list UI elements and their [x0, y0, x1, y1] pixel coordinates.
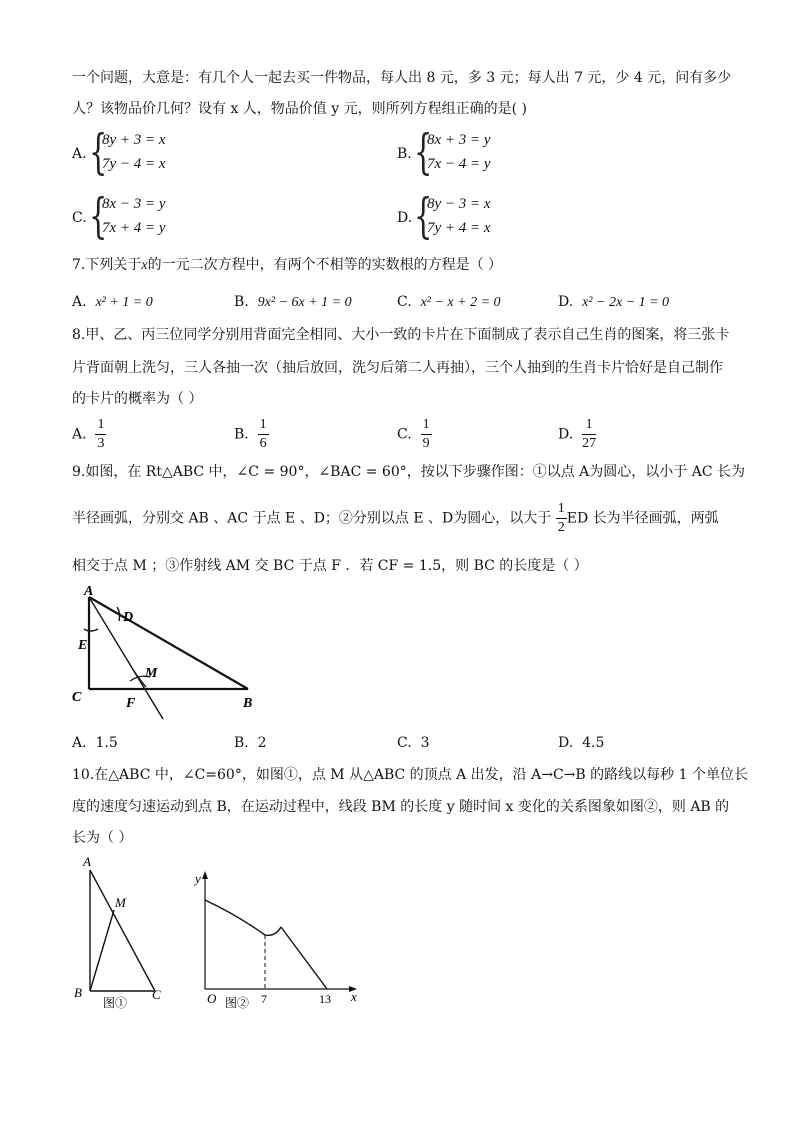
label-d: D: [123, 610, 134, 625]
brace-icon: {: [414, 188, 433, 244]
q9-stem-line2: [72, 500, 719, 537]
label-a: A: [83, 855, 91, 869]
brace-icon: {: [89, 124, 108, 180]
equation: 8y + 3 = x: [102, 132, 166, 148]
option-label: B.: [234, 735, 249, 751]
option-text: x² + 1 = 0: [95, 295, 153, 310]
numerator: 1: [582, 416, 596, 435]
equation: 7x − 4 = y: [427, 156, 491, 172]
option-label: A.: [72, 294, 87, 310]
side-ac: [90, 870, 155, 991]
option-label: A.: [72, 426, 87, 443]
q6-stem-line2: 人？该物品价几何？设有 x 人，物品价值 y 元，则所列方程组正确的是( ): [72, 101, 527, 117]
fraction: [421, 416, 432, 453]
label-e: E: [78, 638, 88, 653]
option-text: x² − x + 2 = 0: [420, 295, 501, 310]
label-m: M: [115, 895, 126, 910]
q7-stem-var: x: [141, 258, 148, 273]
q8-option-a[interactable]: [72, 416, 106, 453]
q8-stem-line3: 的卡片的概率为（ ）: [72, 391, 203, 407]
option-text: 2: [257, 735, 267, 751]
brace-icon: {: [89, 188, 108, 244]
q10-stem-line1: 10.在△ABC 中，∠C=60°，如图①，点 M 从△ABC 的顶点 A 出发，沿 A→C→B 的路线以每秒 1 个单位长: [72, 767, 748, 783]
q10-figure-1: [70, 855, 175, 1015]
fraction-half: [556, 500, 567, 537]
q8-stem-line2: 片背面朝上洗匀，三人各抽一次（抽后放回，洗匀后第二人再抽），三个人抽到的生肖卡片恰好是自己制作: [72, 360, 723, 376]
numerator: 1: [556, 500, 567, 519]
option-label: B.: [397, 146, 412, 162]
q8-stem-line1: 8.甲、乙、丙三位同学分别用背面完全相同、大小一致的卡片在下面制成了表示自己生肖的图案，将三张卡: [72, 327, 730, 343]
option-label: D.: [397, 210, 413, 226]
denominator: 3: [97, 436, 105, 451]
option-label: C.: [397, 426, 412, 443]
denominator: 27: [582, 436, 597, 451]
option-text: 1.5: [95, 735, 118, 751]
q8-option-c[interactable]: [397, 416, 432, 453]
q9-option-b[interactable]: [234, 733, 267, 753]
label-origin: O: [207, 991, 217, 1006]
q8-option-b[interactable]: [234, 416, 269, 453]
equation: 7y − 4 = x: [102, 156, 166, 172]
q7-stem: [72, 255, 502, 276]
numerator: 1: [95, 416, 106, 435]
q10-stem-line3: 长为（ ）: [72, 830, 133, 846]
arc-e: [84, 629, 98, 631]
caption-fig1: 图①: [103, 996, 128, 1010]
q10-stem-line2: 度的速度匀速运动到点 B，在运动过程中，线段 BM 的长度 y 随时间 x 变化的关系图象如图②，则 AB 的: [72, 799, 730, 815]
label-c: C: [72, 690, 82, 705]
option-text: 4.5: [582, 735, 605, 751]
option-label: A.: [72, 146, 87, 162]
q7-option-a[interactable]: [72, 292, 153, 313]
label-m: M: [145, 666, 158, 681]
option-label: C.: [72, 210, 87, 226]
q9-triangle-figure: [68, 585, 268, 720]
q7-option-c[interactable]: [397, 292, 501, 313]
label-f: F: [126, 696, 136, 711]
side-ab: [89, 597, 248, 689]
q6-stem-line1: 一个问题，大意是：有几个人一起去买一件物品，每人出 8 元，多 3 元；每人出 7 元，少 4 元，问有多少: [72, 70, 732, 86]
option-label: D.: [558, 735, 574, 751]
tick-7: 7: [261, 992, 267, 1006]
label-a: A: [84, 585, 94, 599]
q7-option-b[interactable]: [234, 292, 352, 313]
option-label: B.: [234, 294, 249, 310]
option-label: B.: [234, 426, 249, 443]
option-label: A.: [72, 735, 87, 751]
q9-stem-line2b: ED 长为半径画弧，两弧: [566, 510, 719, 527]
option-text: x² − 2x − 1 = 0: [582, 295, 670, 310]
option-label: C.: [397, 294, 412, 310]
label-y: y: [195, 871, 201, 886]
option-text: 9x² − 6x + 1 = 0: [257, 295, 352, 310]
option-label: C.: [397, 735, 412, 751]
q7-stem-b: 的一元二次方程中，有两个不相等的实数根的方程是（ ）: [147, 257, 503, 273]
q9-stem-line3: 相交于点 M ；③作射线 AM 交 BC 于点 F ．若 CF = 1.5，则 BC 的长度是（ ）: [72, 558, 588, 574]
equation: 8x + 3 = y: [427, 132, 491, 148]
label-c: C: [152, 987, 161, 1002]
label-b: B: [74, 985, 82, 1000]
curve-segment: [205, 900, 281, 935]
denominator: 6: [259, 436, 267, 451]
q9-option-c[interactable]: [397, 733, 430, 753]
caption-fig2: 图②: [225, 996, 250, 1010]
fraction: [258, 416, 269, 453]
fraction: [95, 416, 106, 453]
equation: 8y − 3 = x: [427, 196, 491, 212]
q8-option-d[interactable]: [558, 416, 596, 453]
denominator: 9: [422, 436, 430, 451]
q9-stem-line2a: 半径画弧，分别交 AB 、AC 于点 E 、D；②分别以点 E 、D为圆心，以大于: [72, 510, 552, 527]
option-text: 3: [420, 735, 430, 751]
numerator: 1: [421, 416, 432, 435]
q10-figure-2: [185, 865, 365, 1015]
y-axis-arrow-icon: [202, 871, 208, 879]
tick-13: 13: [319, 992, 331, 1006]
segment-bm: [90, 910, 114, 991]
q7-stem-a: 7.下列关于: [72, 257, 142, 273]
q9-stem-line1: 9.如图，在 Rt△ABC 中，∠C = 90°，∠BAC = 60°，按以下步骤作图：①以点 A为圆心，以小于 AC 长为: [72, 464, 746, 480]
equation: 7y + 4 = x: [427, 220, 491, 236]
brace-icon: {: [414, 124, 433, 180]
line-segment: [281, 927, 327, 989]
q9-option-d[interactable]: [558, 733, 604, 753]
label-b: B: [243, 696, 253, 711]
option-label: D.: [558, 426, 574, 443]
equation: 7x + 4 = y: [102, 220, 166, 236]
equation: 8x − 3 = y: [102, 196, 166, 212]
option-label: D.: [558, 294, 574, 310]
q7-option-d[interactable]: [558, 292, 669, 313]
q9-option-a[interactable]: [72, 733, 118, 753]
denominator: 2: [557, 520, 565, 535]
fraction: [582, 416, 596, 453]
label-x: x: [351, 989, 357, 1004]
numerator: 1: [258, 416, 269, 435]
